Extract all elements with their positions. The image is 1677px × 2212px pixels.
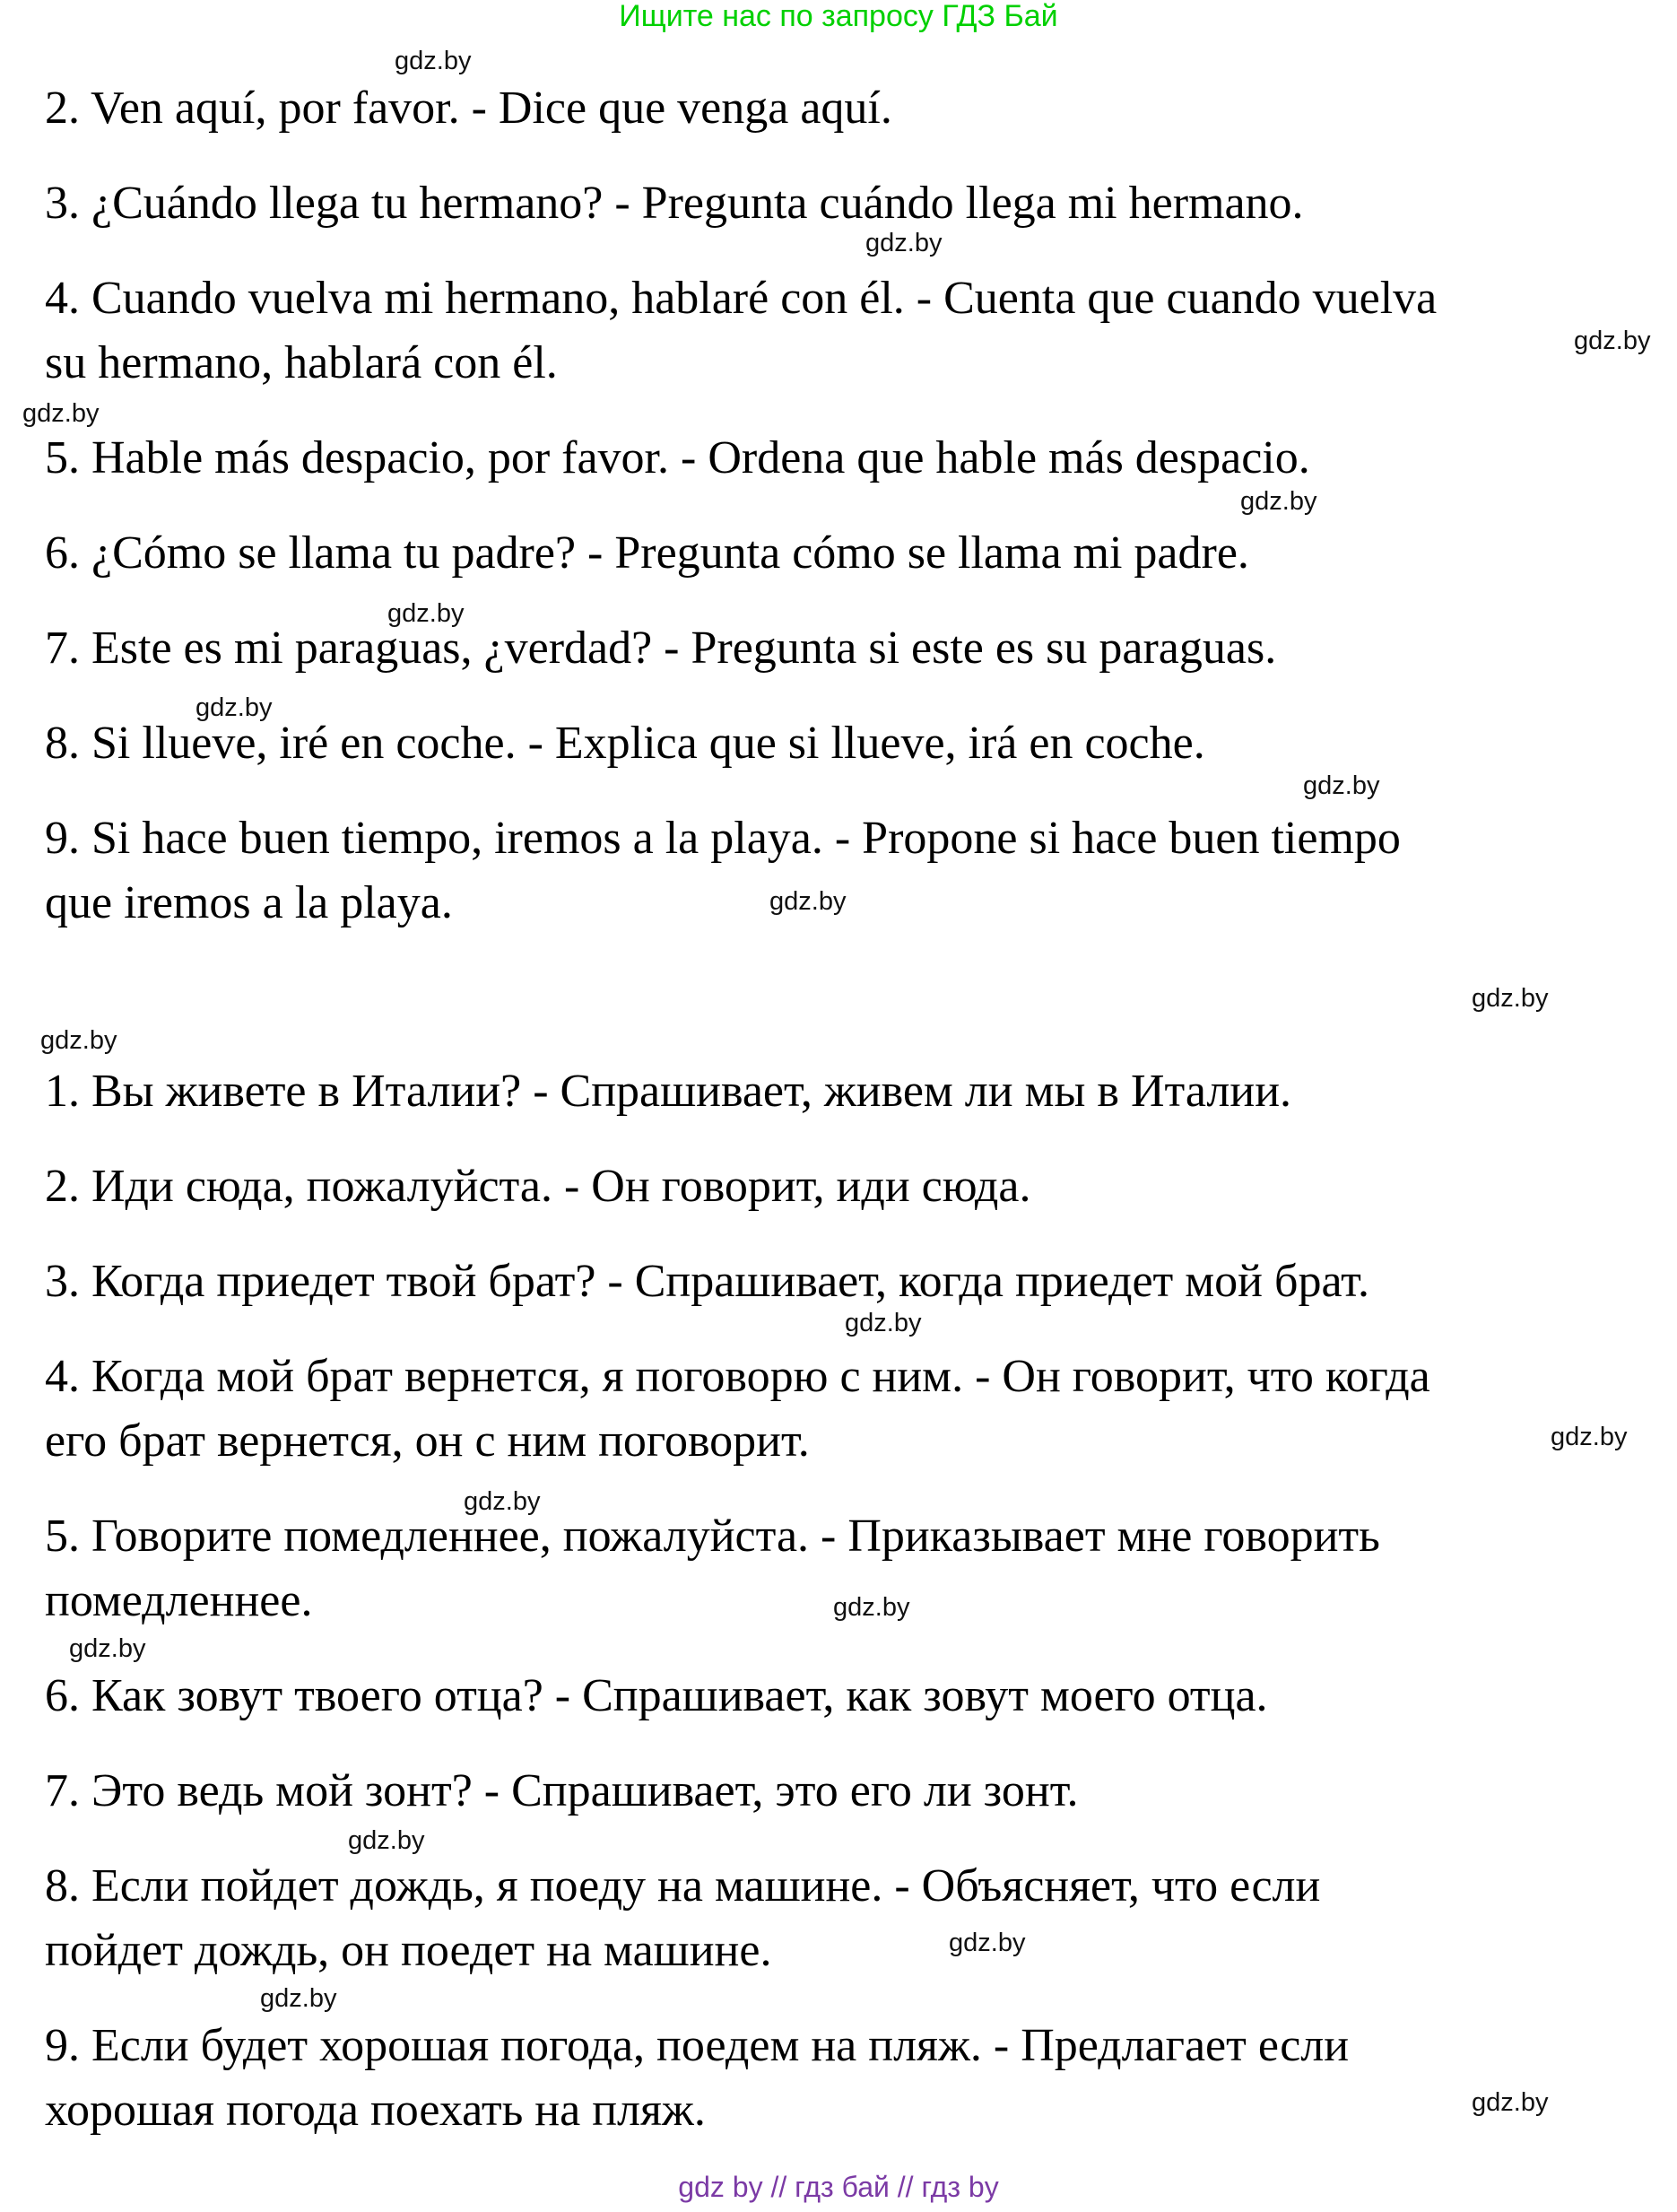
es-sentence-5: 5. Hable más despacio, por favor. - Ordena que hable más despacio. — [45, 432, 1310, 483]
watermark: gdz.by — [196, 693, 273, 722]
es-sentence-9: 9. Si hace buen tiempo, iremos a la playa. - Propone si hace buen tiempo — [45, 813, 1401, 864]
watermark: gdz.by — [1240, 487, 1317, 516]
es-sentence-6: 6. ¿Cómo se llama tu padre? - Pregunta cómo se llama mi padre. — [45, 527, 1249, 579]
ru-sentence-4-cont: его брат вернется, он с ним поговорит. — [45, 1415, 810, 1467]
ru-sentence-7: 7. Это ведь мой зонт? - Спрашивает, это его ли зонт. — [45, 1765, 1079, 1816]
ru-sentence-5-cont: помедленнее. — [45, 1575, 313, 1626]
es-sentence-8: 8. Si llueve, iré en coche. - Explica que si llueve, irá en coche. — [45, 718, 1205, 769]
watermark: gdz.by — [69, 1634, 146, 1663]
watermark: gdz.by — [1551, 1423, 1628, 1451]
es-sentence-7: 7. Este es mi paraguas, ¿verdad? - Pregunta si este es su paraguas. — [45, 623, 1277, 674]
watermark: gdz.by — [769, 887, 847, 916]
ru-sentence-8-cont: пойдет дождь, он поедет на машине. — [45, 1925, 772, 1976]
watermark: gdz.by — [40, 1026, 117, 1055]
watermark: gdz.by — [1472, 2088, 1549, 2117]
es-sentence-4-cont: su hermano, hablará con él. — [45, 337, 558, 388]
watermark: gdz.by — [845, 1309, 922, 1337]
ru-sentence-1: 1. Вы живете в Италии? - Спрашивает, живем ли мы в Италии. — [45, 1066, 1292, 1117]
watermark: gdz.by — [949, 1929, 1026, 1957]
es-sentence-9-cont: que iremos a la playa. — [45, 877, 453, 928]
watermark: gdz.by — [865, 229, 943, 257]
watermark: gdz.by — [464, 1487, 541, 1516]
watermark: gdz.by — [395, 47, 472, 75]
ru-sentence-4: 4. Когда мой брат вернется, я поговорю с ним. - Он говорит, что когда — [45, 1351, 1430, 1402]
ru-sentence-9-cont: хорошая погода поехать на пляж. — [45, 2085, 706, 2136]
watermark: gdz.by — [22, 399, 100, 428]
watermark: gdz.by — [833, 1593, 910, 1622]
top-banner: Ищите нас по запросу ГДЗ Бай — [619, 0, 1058, 33]
watermark: gdz.by — [1472, 984, 1549, 1013]
watermark: gdz.by — [348, 1826, 425, 1855]
es-sentence-2: 2. Ven aquí, por favor. - Dice que venga aquí. — [45, 83, 892, 134]
es-sentence-4: 4. Cuando vuelva mi hermano, hablaré con él. - Cuenta que cuando vuelva — [45, 273, 1438, 324]
ru-sentence-2: 2. Иди сюда, пожалуйста. - Он говорит, иди сюда. — [45, 1161, 1031, 1212]
ru-sentence-3: 3. Когда приедет твой брат? - Спрашивает, когда приедет мой брат. — [45, 1256, 1369, 1307]
bottom-banner: gdz by // гдз бай // гдз by — [678, 2171, 999, 2203]
ru-sentence-5: 5. Говорите помедленнее, пожалуйста. - Приказывает мне говорить — [45, 1511, 1380, 1562]
watermark: gdz.by — [1574, 327, 1651, 355]
ru-sentence-8: 8. Если пойдет дождь, я поеду на машине. - Объясняет, что если — [45, 1860, 1321, 1912]
watermark: gdz.by — [260, 1984, 337, 2013]
watermark: gdz.by — [1303, 771, 1380, 800]
es-sentence-3: 3. ¿Cuándo llega tu hermano? - Pregunta cuándo llega mi hermano. — [45, 178, 1304, 229]
ru-sentence-6: 6. Как зовут твоего отца? - Спрашивает, как зовут моего отца. — [45, 1670, 1268, 1721]
ru-sentence-9: 9. Если будет хорошая погода, поедем на пляж. - Предлагает если — [45, 2020, 1350, 2071]
watermark: gdz.by — [387, 599, 465, 628]
